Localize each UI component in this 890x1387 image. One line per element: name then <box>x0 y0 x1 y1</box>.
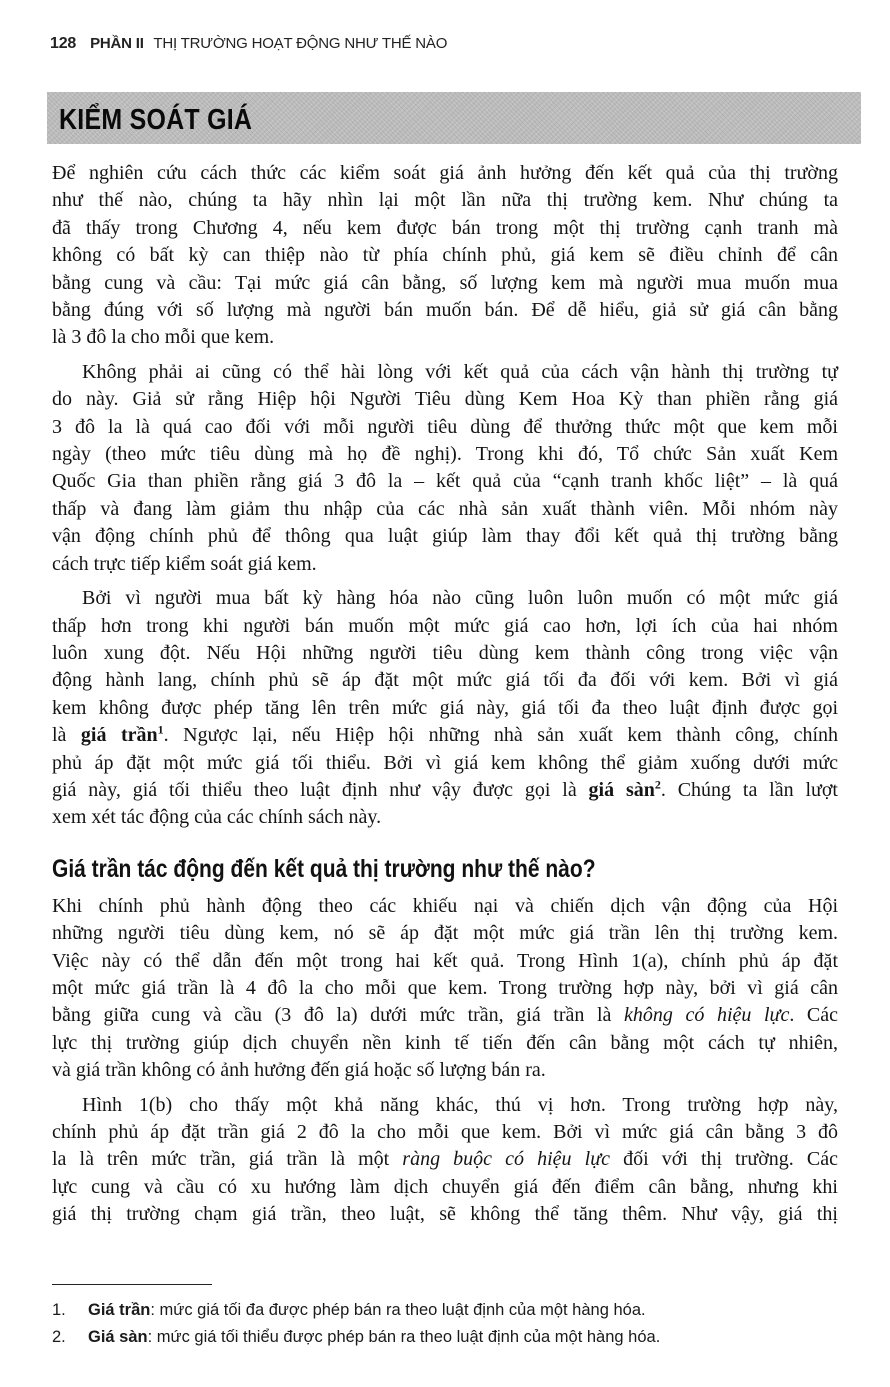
text-line: thấp và đang làm giảm thu nhập của các nhà sản xuất thành viên. Mỗi nhóm này <box>52 497 838 520</box>
footnote-ref-1: 1 <box>157 722 164 737</box>
footnotes <box>52 1297 842 1351</box>
text-line: Không phải ai cũng có thể hài lòng với kết quả của cách vận hành thị trường tự <box>82 360 838 383</box>
section-title: KIỂM SOÁT GIÁ <box>59 104 253 136</box>
running-header <box>50 35 850 53</box>
paragraph-1 <box>52 160 838 352</box>
text-line: la là trên mức trần, giá trần là một ràng buộc có hiệu lực đối với thị trường. Các <box>52 1148 838 1171</box>
paragraph-5 <box>52 1092 838 1229</box>
footnote-2: 2. Giá sàn: mức giá tối thiểu được phép bán ra theo luật định của một hàng hóa. <box>52 1328 661 1346</box>
emphasis-text: ràng buộc có hiệu lực <box>402 1148 610 1171</box>
subheading: Giá trần tác động đến kết quả thị trường như thế nào? <box>52 854 596 883</box>
footnote-ref-2: 2 <box>654 777 661 792</box>
text-line: cách trực tiếp kiểm soát giá kem. <box>52 552 317 575</box>
emphasis-text: không có hiệu lực <box>624 1004 790 1027</box>
text-line: Việc này có thể dẫn đến một trong hai kết quả. Trong Hình 1(a), chính phủ áp đặt <box>52 949 838 972</box>
text-line: bằng đúng với số lượng mà người bán muốn bán. Để dễ hiểu, giả sử giá cân bằng <box>52 299 838 322</box>
paragraph-4 <box>52 893 838 1085</box>
part-label: PHẦN II <box>90 35 144 52</box>
footnote-term: Giá trần <box>88 1301 151 1319</box>
term-gia-tran: giá trần <box>80 724 158 747</box>
text-line: giá này, giá tối thiểu theo luật định như vậy được gọi là giá sàn$^2$. Chúng ta lần lượt <box>52 777 838 801</box>
text-line: lực cung và cầu có xu hướng làm dịch chuyển giá đến điểm cân bằng, nhưng khi <box>52 1175 838 1198</box>
text-line: giá thị trường chạm giá trần, theo luật, sẽ không thể tăng thêm. Như vậy, giá thị <box>52 1203 838 1226</box>
term-gia-san: giá sàn <box>588 778 655 801</box>
text-line: Khi chính phủ hành động theo các khiếu nại và chiến dịch vận động của Hội <box>52 894 838 917</box>
text-line: do này. Giả sử rằng Hiệp hội Người Tiêu dùng Kem Hoa Kỳ than phiền rằng giá <box>52 388 838 411</box>
text-line: Bởi vì người mua bất kỳ hàng hóa nào cũng luôn luôn muốn có một mức giá <box>82 587 838 610</box>
section-banner <box>47 92 861 144</box>
footnote-divider <box>52 1284 212 1285</box>
text-line: Để nghiên cứu cách thức các kiểm soát giá ảnh hưởng đến kết quả của thị trường <box>52 162 838 184</box>
text-line: Hình 1(b) cho thấy một khả năng khác, thú vị hơn. Trong trường hợp này, <box>82 1093 838 1116</box>
text-line: lực thị trường giúp dịch chuyển nền kinh tế tiến đến cân bằng một cách tự nhiên, <box>52 1031 838 1054</box>
footnote-1: 1. Giá trần: mức giá tối đa được phép bán ra theo luật định của một hàng hóa. <box>52 1301 646 1319</box>
text-line: xem xét tác động của các chính sách này. <box>52 806 382 829</box>
text-line: không có bất kỳ can thiệp nào từ phía chính phủ, giá kem sẽ điều chỉnh để cân <box>52 244 838 267</box>
footnote-term: Giá sàn <box>88 1328 148 1346</box>
text-line: 3 đô la là quá cao đối với mỗi người tiêu dùng để thưởng thức một que kem mỗi <box>52 415 838 438</box>
text-line: động hành lang, chính phủ sẽ áp đặt một mức giá tối đa đối với kem. Bởi vì giá <box>52 669 838 692</box>
text-line: những người tiêu dùng kem, nó sẽ áp đặt một mức giá trần lên thị trường kem. <box>52 922 838 945</box>
text-line: là 3 đô la cho mỗi que kem. <box>52 326 275 349</box>
text-line: chính phủ áp đặt trần giá 2 đô la cho mỗi que kem. Bởi vì mức giá cân bằng 3 đô <box>52 1121 838 1143</box>
text-line: và giá trần không có ảnh hưởng đến giá hoặc số lượng bán ra. <box>52 1059 546 1082</box>
text-line: là giá trần$^1$. Ngược lại, nếu Hiệp hội những nhà sản xuất kem thành công, chính <box>52 722 839 747</box>
text-line: luôn xung đột. Nếu Hội những người tiêu dùng kem thành công trong việc vận <box>52 641 838 664</box>
text-line: Quốc Gia than phiền rằng giá 3 đô la – kết quả của “cạnh tranh khốc liệt” – là quá <box>52 470 838 493</box>
text-line: vận động chính phủ để thông qua luật giúp làm thay đổi kết quả thị trường bằng <box>52 525 838 548</box>
text-line: một mức giá trần là 4 đô la cho mỗi que kem. Trong trường hợp này, bởi vì giá cân <box>52 976 838 999</box>
text-line: ngày (theo mức tiêu dùng mà họ đề nghị). Trong khi đó, Tổ chức Sản xuất Kem <box>52 443 838 466</box>
text-line: thấp hơn trong khi người bán muốn một mức giá cao hơn, lợi ích của hai nhóm <box>52 614 838 637</box>
text-line: phủ áp đặt một mức giá tối thiểu. Bởi vì giá kem không thể giảm xuống dưới mức <box>52 751 838 774</box>
text-line: như thế nào, chúng ta hãy nhìn lại một lần nữa thị trường kem. Như chúng ta <box>52 189 838 212</box>
paragraph-3 <box>52 585 838 832</box>
page-body <box>52 160 838 1229</box>
text-line: bằng cung và cầu: Tại mức giá cân bằng, số lượng kem mà người mua muốn mua <box>52 271 838 294</box>
page-number: 128 <box>50 35 77 52</box>
text-line: kem không được phép tăng lên trên mức giá này, giá tối đa theo luật định được gọi <box>52 696 838 719</box>
paragraph-2 <box>52 359 838 578</box>
part-title: THỊ TRƯỜNG HOẠT ĐỘNG NHƯ THẾ NÀO <box>153 35 448 52</box>
text-line: đã thấy trong Chương 4, nếu kem được bán trong một thị trường cạnh tranh mà <box>52 216 838 239</box>
text-line: bằng giữa cung và cầu (3 đô la) dưới mức trần, giá trần là không có hiệu lực. Các <box>52 1004 839 1027</box>
